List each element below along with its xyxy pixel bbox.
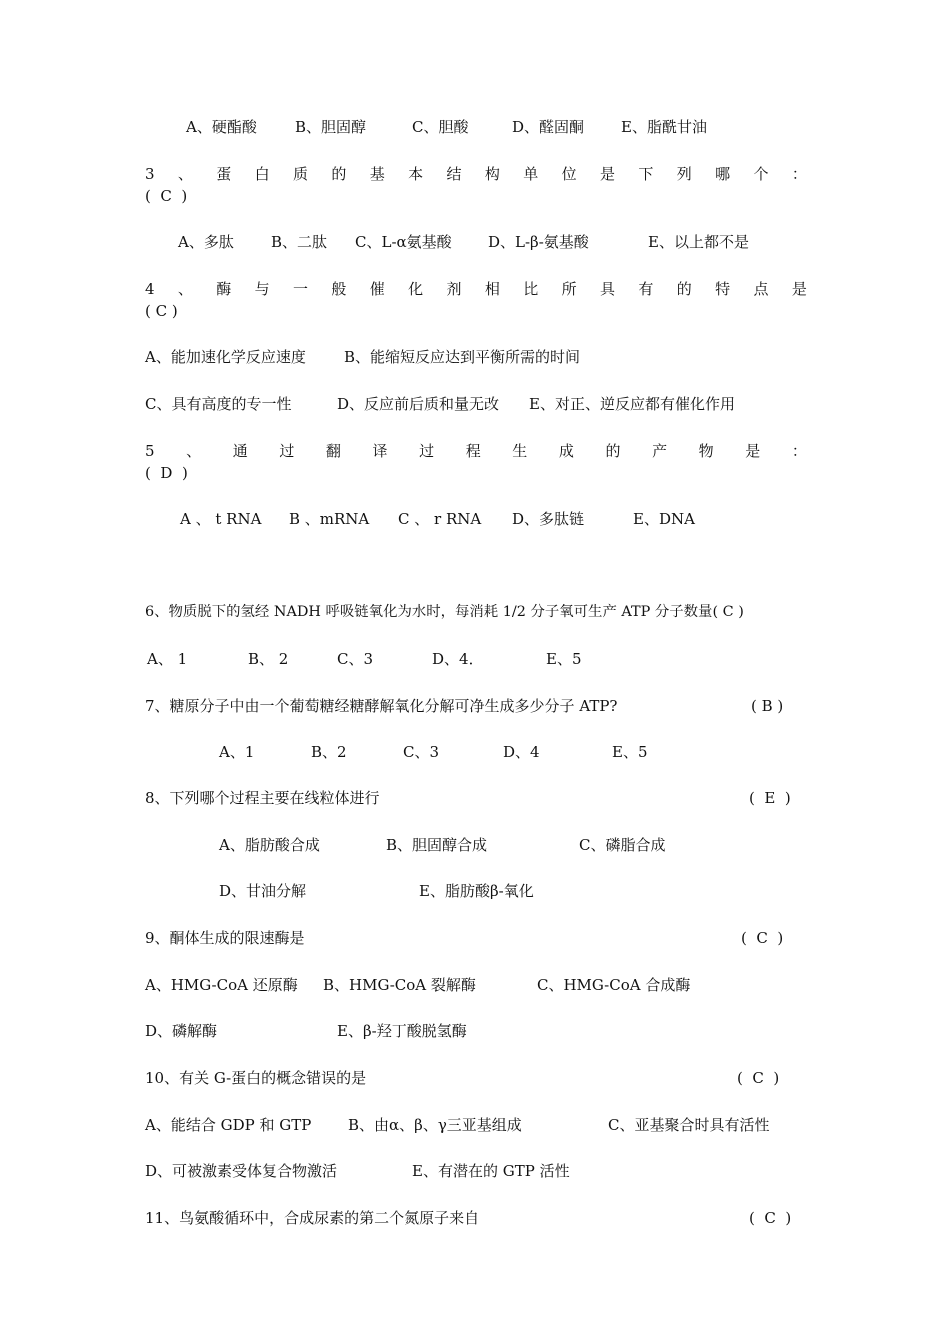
- q5-option-c: C 、 r RNA: [398, 510, 482, 528]
- q6-option-d: D、4．: [432, 650, 484, 668]
- q2-option-a: A、硬酯酸: [186, 118, 257, 136]
- q6-stem: 6、物质脱下的氢经 NADH 呼吸链氧化为水时，每消耗 1/2 分子氧可生产 ATP 分子数量( C ): [145, 604, 744, 620]
- q6-option-c: C、3: [337, 650, 374, 668]
- q6-option-b: B、 2: [248, 650, 289, 668]
- q2-option-b: B、胆固醇: [295, 118, 367, 136]
- q10-stem: 10、有关 G-蛋白的概念错误的是: [145, 1069, 367, 1087]
- q3-stem: 3 、 蛋 白 质 的 基 本 结 构 单 位 是 下 列 哪 个 ：: [145, 165, 807, 183]
- q5-answer: ( D ): [145, 464, 188, 482]
- q7-answer: ( B ): [751, 697, 784, 715]
- q7-option-b: B、2: [311, 743, 347, 761]
- q9-option-c: C、HMG-CoA 合成酶: [537, 976, 691, 994]
- q8-option-a: A、脂肪酸合成: [219, 836, 320, 854]
- q9-stem: 9、酮体生成的限速酶是: [145, 929, 305, 947]
- q9-option-a: A、HMG-CoA 还原酶: [145, 976, 298, 994]
- q3-option-b: B、二肽: [271, 233, 328, 251]
- q10-option-c: C、亚基聚合时具有活性: [608, 1116, 770, 1134]
- q8-option-d: D、甘油分解: [219, 882, 307, 900]
- q8-stem: 8、下列哪个过程主要在线粒体进行: [145, 789, 380, 807]
- q5-option-a: A 、 t RNA: [180, 510, 262, 528]
- q10-option-e: E、有潜在的 GTP 活性: [412, 1162, 570, 1180]
- q8-option-c: C、磷脂合成: [579, 836, 666, 854]
- q7-stem: 7、糖原分子中由一个葡萄糖经糖酵解氧化分解可净生成多少分子 ATP?: [145, 697, 618, 715]
- q8-option-e: E、脂肪酸β-氧化: [419, 882, 534, 900]
- q3-answer: ( C ): [145, 187, 188, 205]
- q4-option-a: A、能加速化学反应速度: [145, 348, 306, 366]
- q11-stem: 11、鸟氨酸循环中，合成尿素的第二个氮原子来自: [145, 1209, 480, 1227]
- q3-option-d: D、L-β-氨基酸: [488, 233, 589, 251]
- q5-option-d: D、多肽链: [512, 510, 585, 528]
- q8-option-b: B、胆固醇合成: [386, 836, 488, 854]
- q6-option-a: A、 1: [147, 650, 188, 668]
- q10-option-a: A、能结合 GDP 和 GTP: [145, 1116, 312, 1134]
- q7-option-a: A、1: [219, 743, 255, 761]
- q10-option-b: B、由α、β、γ三亚基组成: [348, 1116, 522, 1134]
- q10-option-d: D、可被激素受体复合物激活: [145, 1162, 338, 1180]
- q5-option-e: E、DNA: [633, 510, 695, 528]
- q7-option-e: E、5: [612, 743, 648, 761]
- q8-answer: ( E ): [749, 789, 791, 807]
- q9-option-b: B、HMG-CoA 裂解酶: [323, 976, 476, 994]
- q3-option-e: E、以上都不是: [648, 233, 749, 251]
- q7-option-d: D、4: [503, 743, 540, 761]
- q4-option-c: C、具有高度的专一性: [145, 395, 292, 413]
- q3-option-c: C、L-α氨基酸: [355, 233, 452, 251]
- q5-option-b: B 、mRNA: [289, 510, 370, 528]
- q9-answer: ( C ): [741, 929, 784, 947]
- q5-stem: 5 、 通 过 翻 译 过 程 生 成 的 产 物 是 ：: [145, 442, 807, 460]
- q4-stem: 4 、 酶 与 一 般 催 化 剂 相 比 所 具 有 的 特 点 是: [145, 280, 807, 298]
- q2-option-d: D、醛固酮: [512, 118, 585, 136]
- q2-option-e: E、脂酰甘油: [621, 118, 707, 136]
- q4-answer: ( C ): [145, 302, 178, 320]
- q6-option-e: E、5: [546, 650, 582, 668]
- q9-option-d: D、磷解酶: [145, 1022, 218, 1040]
- q4-option-d: D、反应前后质和量无改: [337, 395, 500, 413]
- q10-answer: ( C ): [737, 1069, 780, 1087]
- q2-option-c: C、胆酸: [412, 118, 469, 136]
- q3-option-a: A、多肽: [178, 233, 234, 251]
- q4-option-e: E、对正、逆反应都有催化作用: [529, 395, 735, 413]
- q7-option-c: C、3: [403, 743, 440, 761]
- q4-option-b: B、能缩短反应达到平衡所需的时间: [344, 348, 581, 366]
- q11-answer: ( C ): [749, 1209, 792, 1227]
- q9-option-e: E、β-羟丁酸脱氢酶: [337, 1022, 467, 1040]
